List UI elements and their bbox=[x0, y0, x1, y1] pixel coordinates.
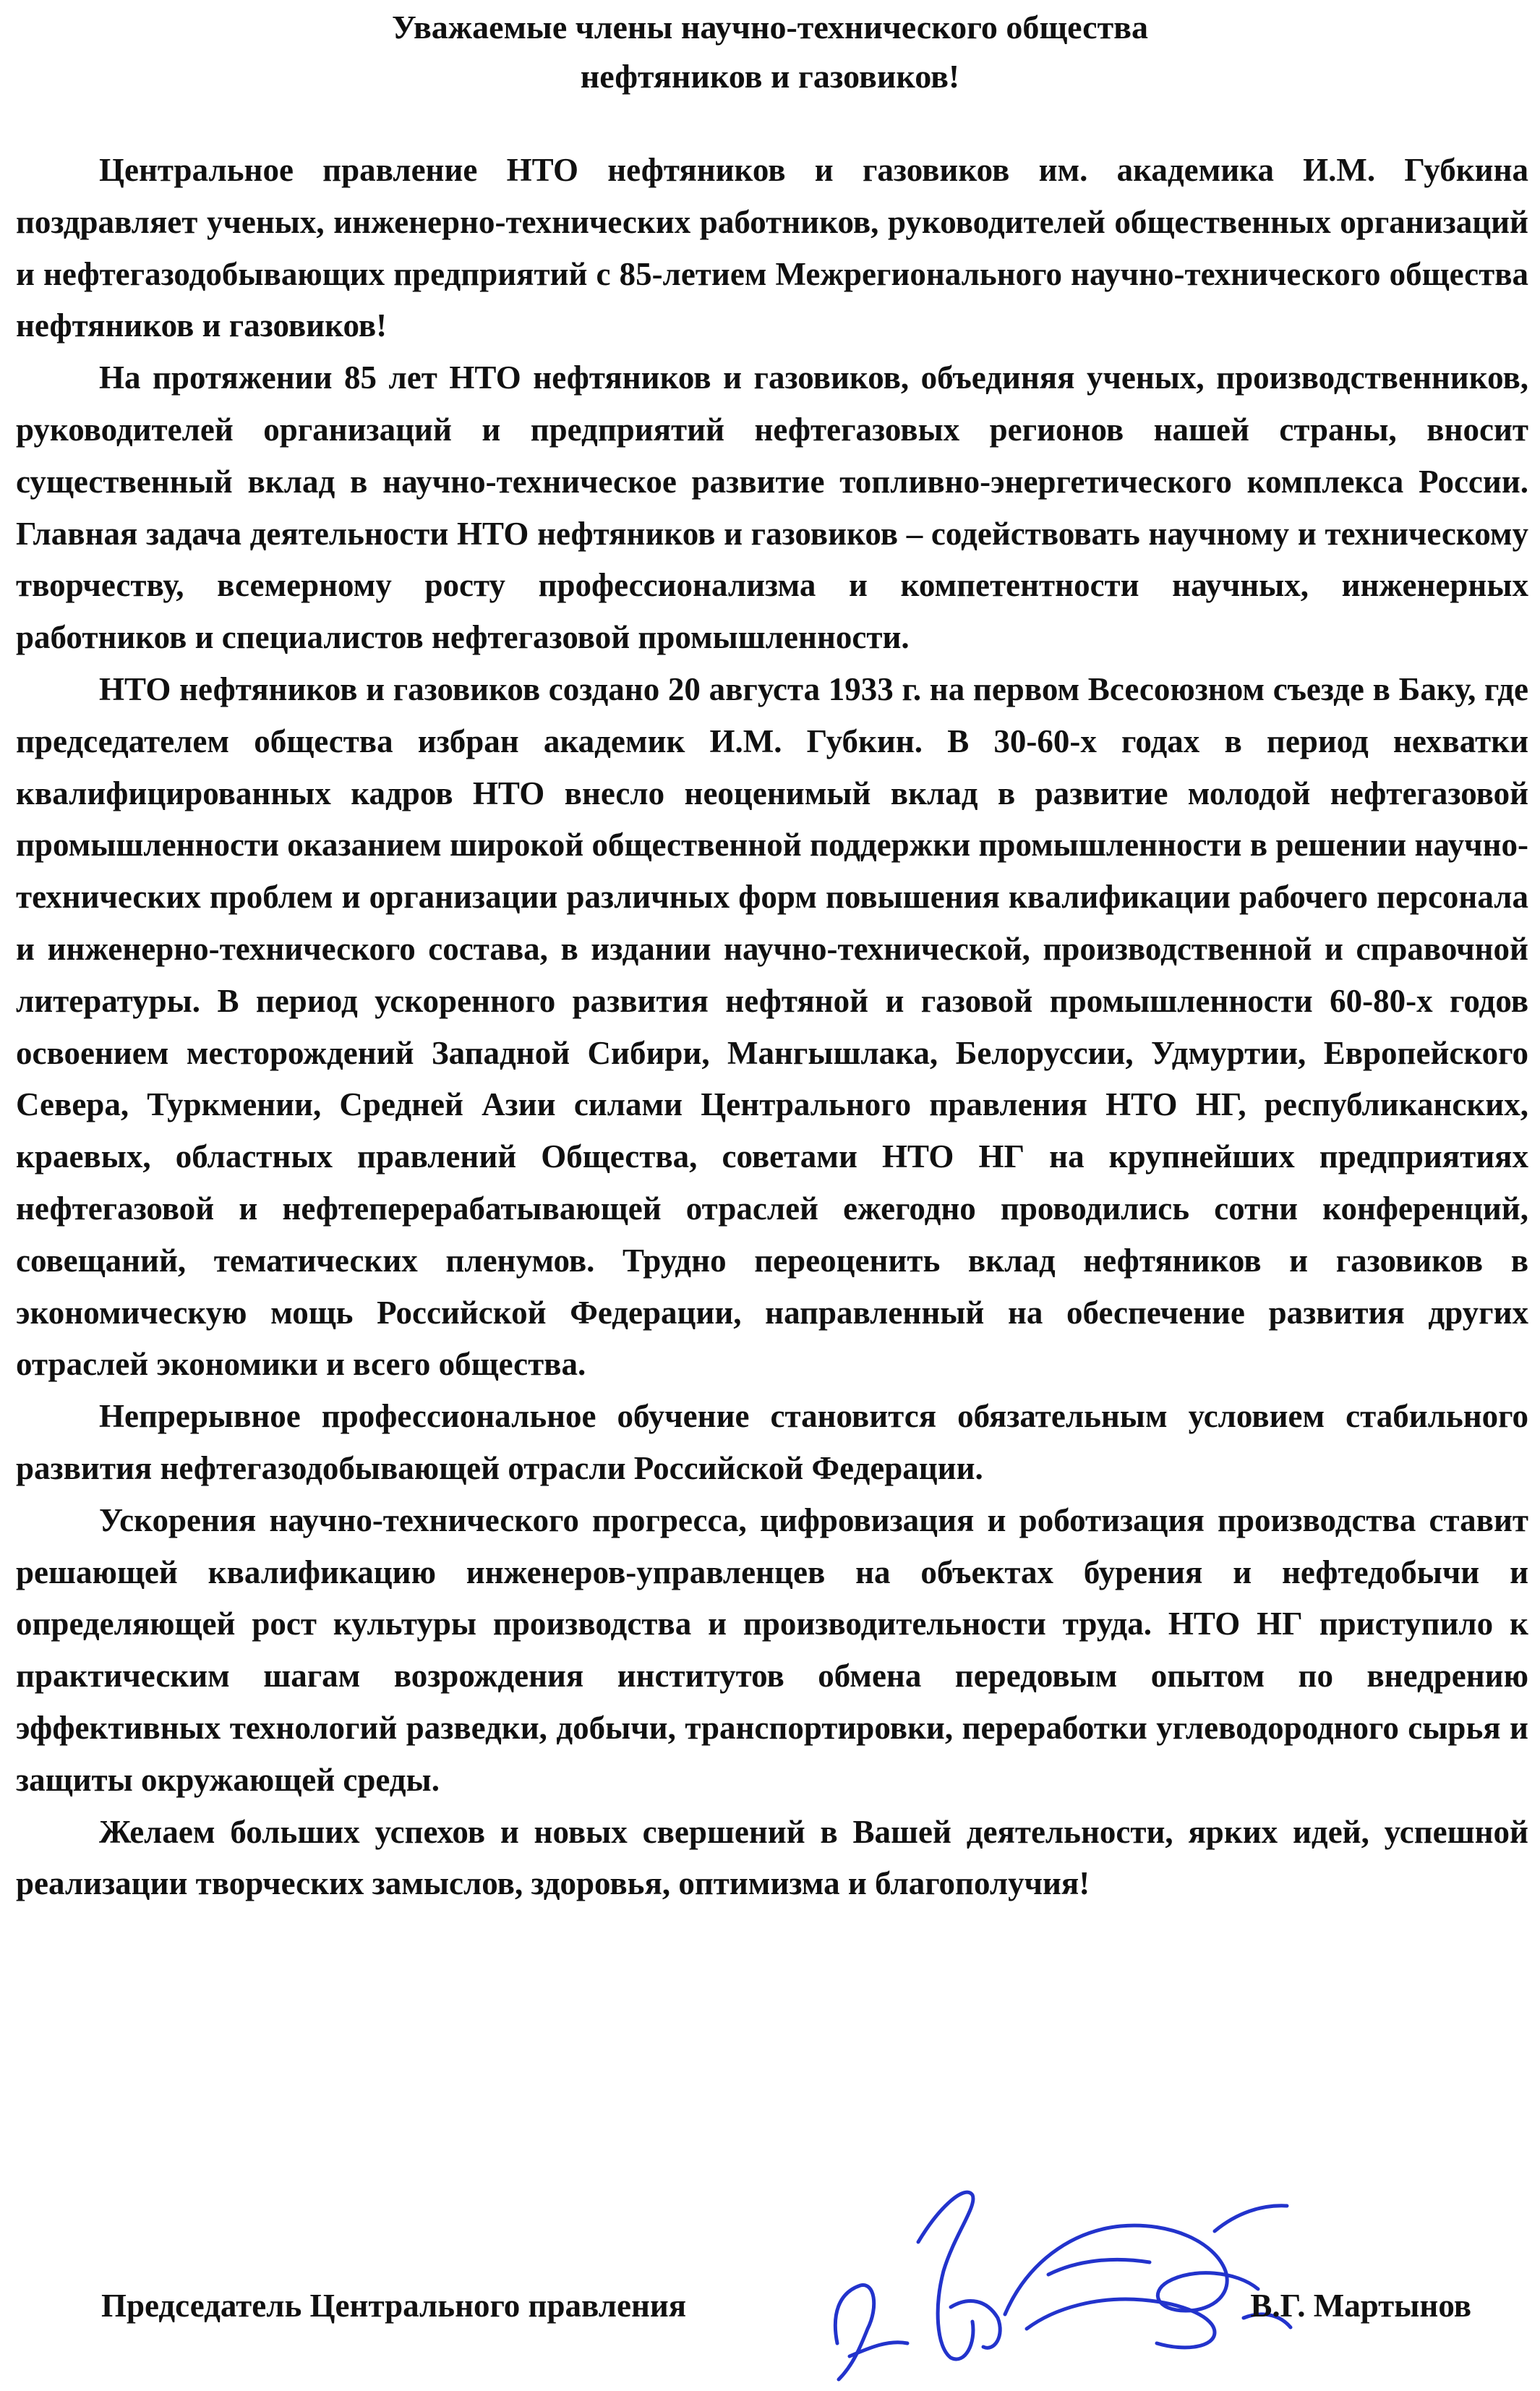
signature-block bbox=[101, 2280, 1471, 2337]
heading-line-1: Уважаемые члены научно-технического общества bbox=[391, 9, 1149, 46]
signatory-name: В.Г. Мартынов bbox=[1250, 2288, 1471, 2324]
paragraph-congratulation: Центральное правление НТО нефтяников и газовиков им. академика И.М. Губкина поздравляет ученых, инженерно-технических работников, руководителей общественных организаций и нефтегазодобывающих предприятий с 85-летием Межрегионального научно-технического общества нефтяников и газовиков! bbox=[16, 152, 1528, 344]
paragraph-history: НТО нефтяников и газовиков создано 20 августа 1933 г. на первом Всесоюзном съезде в Баку, где председателем общества избран академик И.М. Губкин. В 30-60-х годах в период нехватки квалифицированных кадров НТО внесло неоценимый вклад в развитие молодой нефтегазовой промышленности оказанием широкой общественной поддержки промышленности в решении научно-технических проблем и организации различных форм повышения квалификации рабочего персонала и инженерно-технического состава, в издании научно-технической, производственной и справочной литературы. В период ускоренного развития нефтяной и газовой промышленности 60-80-х годов освоением месторождений Западной Сибири, Мангышлака, Белоруссии, Удмуртии, Европейского Севера, Туркмении, Средней Азии силами Центрального правления НТО НГ, республиканских, краевых, областных правлений Общества, советами НТО НГ на крупнейших предприятиях нефтегазовой и нефтеперерабатывающей отраслей ежегодно проводились сотни конференций, совещаний, тематических пленумов. Трудно переоценить вклад нефтяников и газовиков в экономическую мощь Российской Федерации, направленный на обеспечение развития других отраслей экономики и всего общества. bbox=[16, 670, 1528, 1383]
paragraph-education: Непрерывное профессиональное обучение становится обязательным условием стабильного развития нефтегазодобывающей отрасли Российской Федерации. bbox=[16, 1398, 1528, 1486]
handwritten-signature-icon bbox=[810, 2162, 1301, 2391]
paragraph-wishes: Желаем больших успехов и новых свершений в Вашей деятельности, ярких идей, успешной реализации творческих замыслов, здоровья, оптимизма и благополучия! bbox=[16, 1813, 1528, 1902]
paragraph-85-years: На протяжении 85 лет НТО нефтяников и газовиков, объединяя ученых, производственников, руководителей организаций и предприятий нефтегазовых регионов нашей страны, вносит существенный вклад в научно-техническое развитие топливно-энергетического комплекса России. Главная задача деятельности НТО нефтяников и газовиков – содействовать научному и техническому творчеству, всемерному росту профессионализма и компетентности научных, инженерных работников и специалистов нефтегазовой промышленности. bbox=[16, 359, 1528, 656]
signatory-title: Председатель Центрального правления bbox=[101, 2288, 687, 2324]
heading-line-2: нефтяников и газовиков! bbox=[580, 58, 960, 95]
letter-body bbox=[16, 145, 1528, 1910]
paragraph-progress: Ускорения научно-технического прогресса, цифровизация и роботизация производства ставит решающей квалификацию инженеров-управленцев на объектах бурения и нефтедобычи и определяющей рост культуры производства и производительности труда. НТО НГ приступило к практическим шагам возрождения институтов обмена передовым опытом по внедрению эффективных технологий разведки, добычи, транспортировки, переработки углеводородного сырья и защиты окружающей среды. bbox=[16, 1501, 1528, 1798]
letter-heading bbox=[0, 3, 1540, 101]
